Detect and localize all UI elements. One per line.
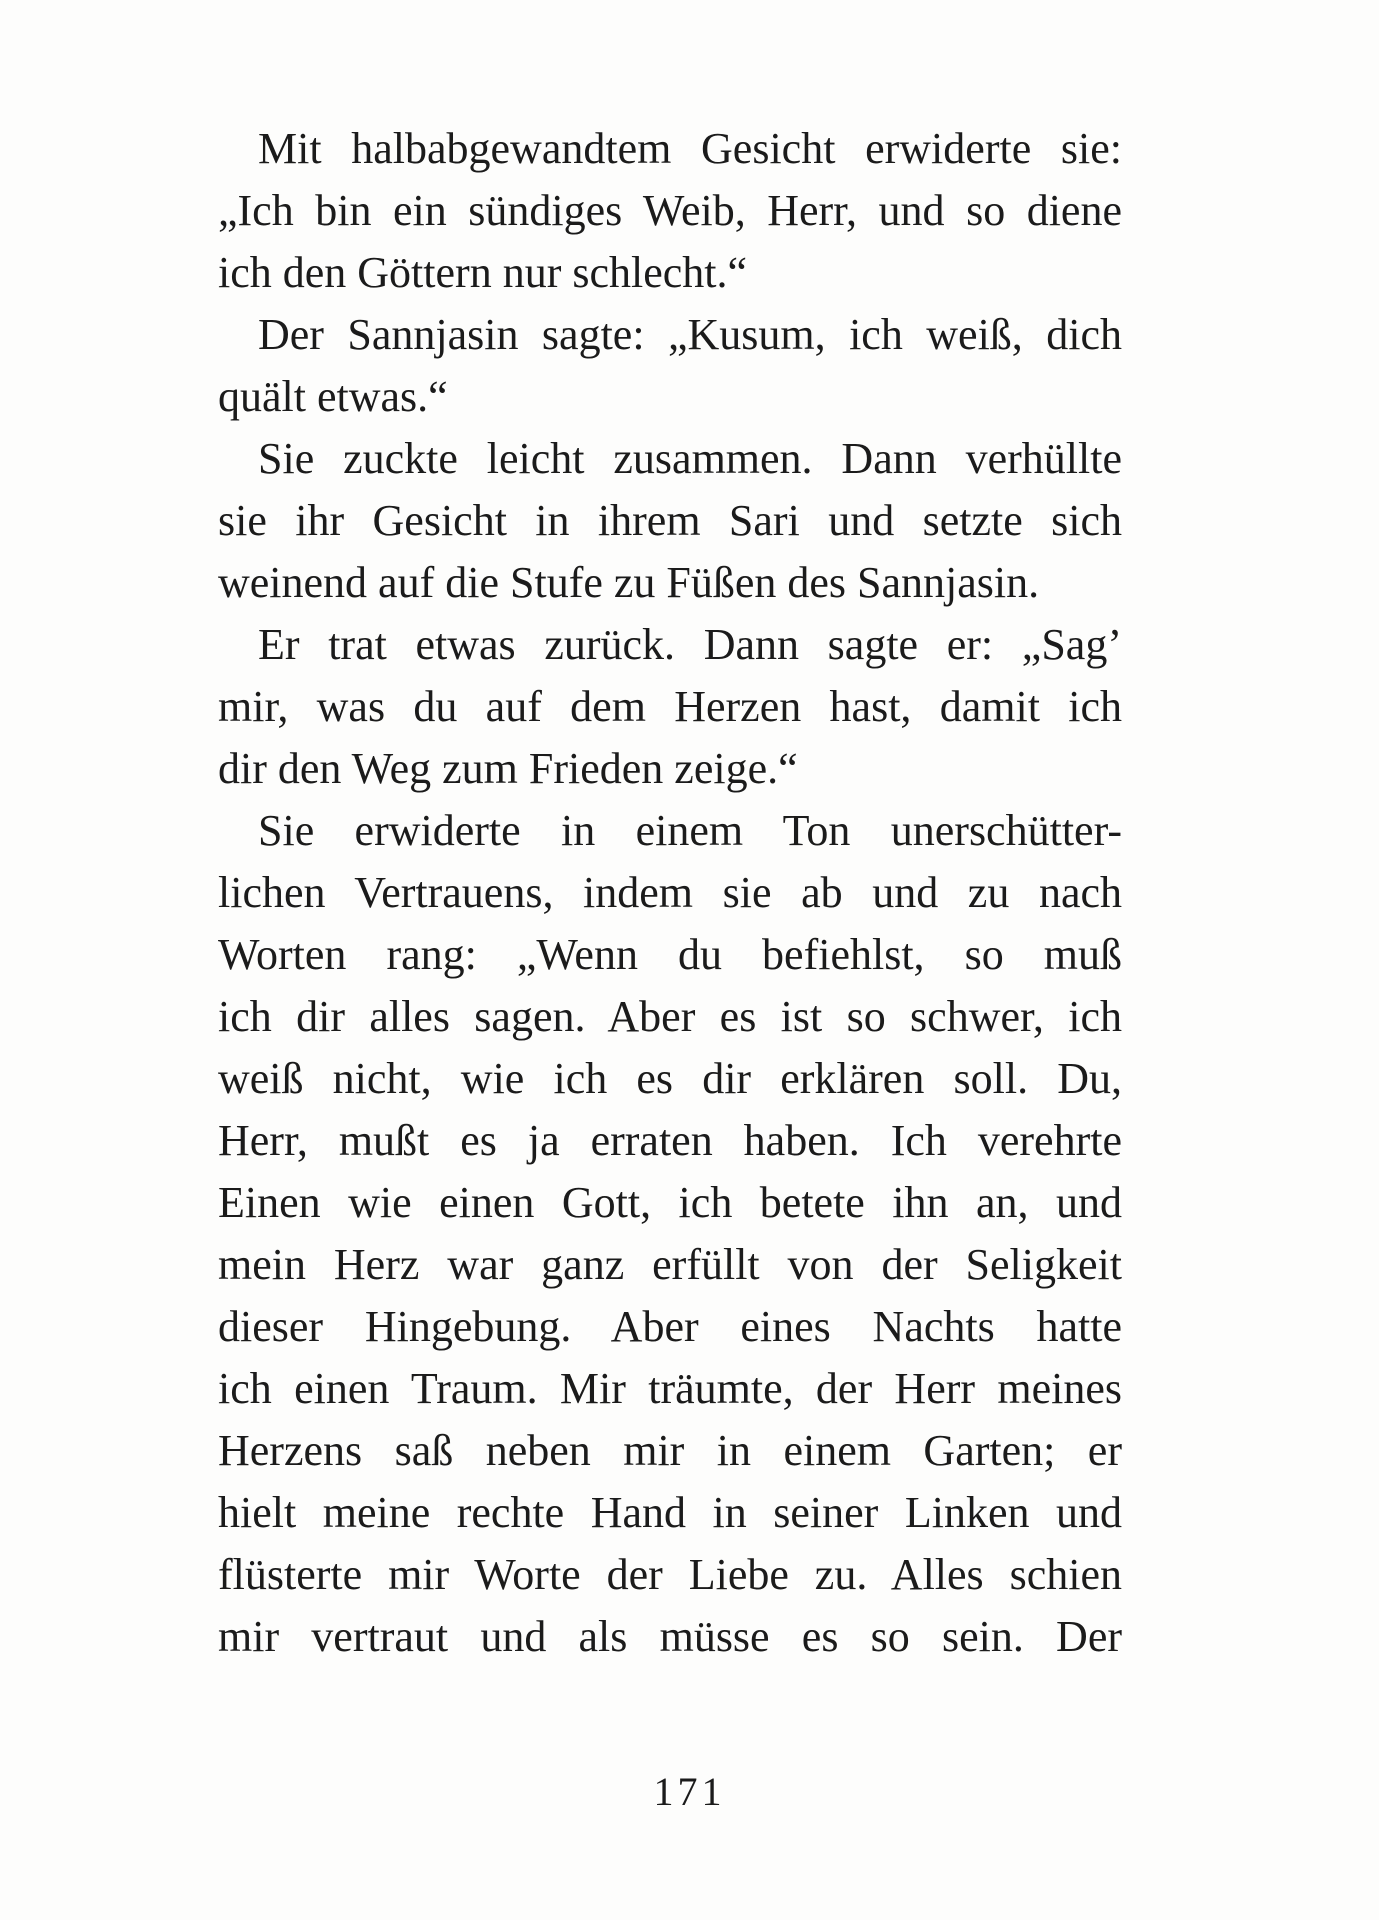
paragraph — [218, 800, 1122, 1668]
text-line: Er trat etwas zurück. Dann sagte er: „Sag’ — [258, 620, 1122, 669]
text-line: weinend auf die Stufe zu Füßen des Sannjasin. — [218, 558, 1040, 607]
text-line: Einen wie einen Gott, ich betete ihn an, und — [218, 1178, 1122, 1227]
paragraph — [218, 118, 1122, 304]
text-line: Mit halbabgewandtem Gesicht erwiderte sie: — [258, 124, 1122, 173]
paragraph — [218, 304, 1122, 428]
body-text — [218, 118, 1122, 1668]
text-line: dir den Weg zum Frieden zeige.“ — [218, 744, 798, 793]
text-line: ich einen Traum. Mir träumte, der Herr meines — [218, 1364, 1122, 1413]
text-line: mein Herz war ganz erfüllt von der Seligkeit — [218, 1240, 1122, 1289]
text-line: sie ihr Gesicht in ihrem Sari und setzte sich — [218, 496, 1122, 545]
text-line: Der Sannjasin sagte: „Kusum, ich weiß, dich — [258, 310, 1122, 359]
text-line: lichen Vertrauens, indem sie ab und zu nach — [218, 868, 1122, 917]
text-line: „Ich bin ein sündiges Weib, Herr, und so diene — [218, 186, 1122, 235]
text-line: Sie erwiderte in einem Ton unerschütter- — [258, 806, 1122, 855]
page-number: 171 — [653, 1769, 726, 1814]
text-line: Herzens saß neben mir in einem Garten; er — [218, 1426, 1122, 1475]
text-line: quält etwas.“ — [218, 372, 448, 421]
text-line: Worten rang: „Wenn du befiehlst, so muß — [218, 930, 1122, 979]
text-line: dieser Hingebung. Aber eines Nachts hatte — [218, 1302, 1122, 1351]
text-line: ich dir alles sagen. Aber es ist so schwer, ich — [218, 992, 1122, 1041]
paragraph — [218, 614, 1122, 800]
text-line: mir vertraut und als müsse es so sein. Der — [218, 1612, 1122, 1661]
text-line: ich den Göttern nur schlecht.“ — [218, 248, 748, 297]
text-line: Herr, mußt es ja erraten haben. Ich verehrte — [218, 1116, 1122, 1165]
text-line: mir, was du auf dem Herzen hast, damit ich — [218, 682, 1122, 731]
paragraph — [218, 428, 1122, 614]
text-line: flüsterte mir Worte der Liebe zu. Alles schien — [218, 1550, 1122, 1599]
text-line: hielt meine rechte Hand in seiner Linken und — [218, 1488, 1122, 1537]
text-line: Sie zuckte leicht zusammen. Dann verhüllte — [258, 434, 1122, 483]
text-line: weiß nicht, wie ich es dir erklären soll. Du, — [218, 1054, 1122, 1103]
